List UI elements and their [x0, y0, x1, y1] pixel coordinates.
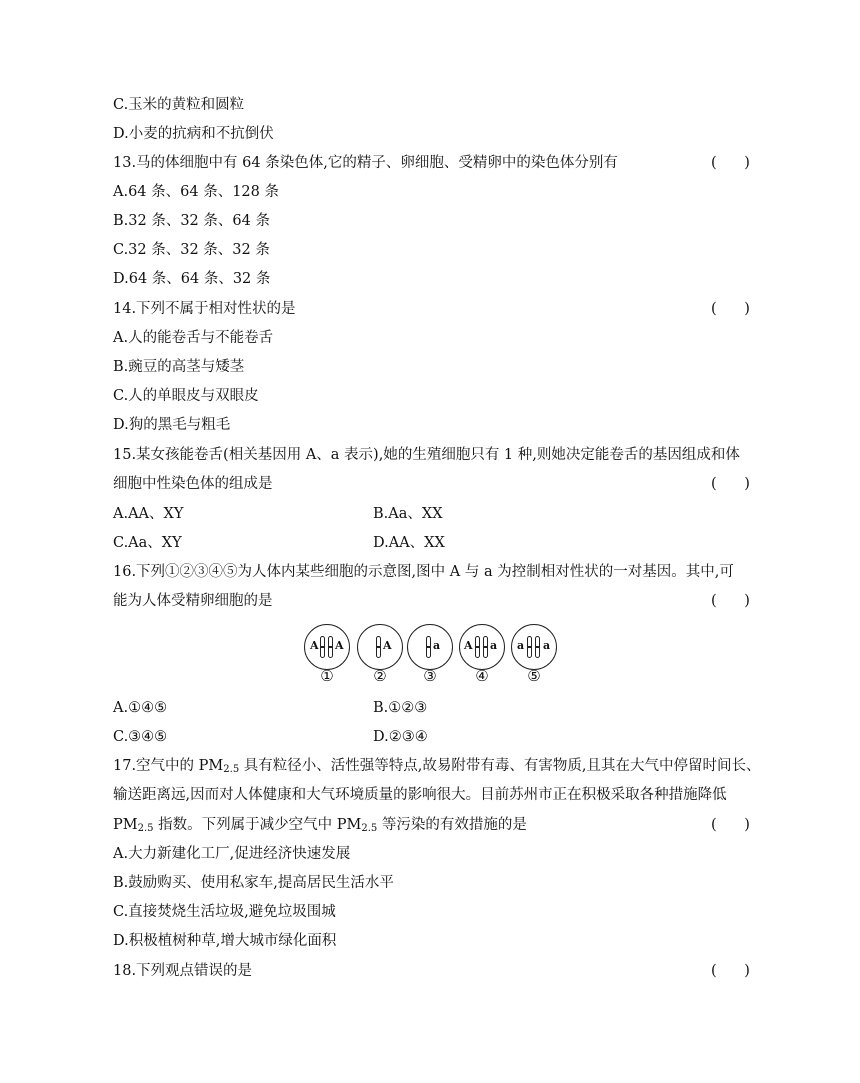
chromosome [328, 636, 333, 658]
option-d: D.②③④ [373, 729, 428, 745]
cell-number: ④ [475, 667, 489, 685]
cell-number: ⑤ [527, 667, 541, 685]
option-a: A.AA、XY [113, 506, 184, 522]
option-b: B.①②③ [373, 700, 428, 716]
option-a: A.①④⑤ [113, 700, 168, 716]
question-15-cont: 细胞中性染色体的组成是 [113, 476, 273, 492]
option-b: B.豌豆的高茎与矮茎 [113, 359, 245, 375]
option-b: B.鼓励购买、使用私家车,提高居民生活水平 [113, 875, 394, 891]
option-c: C.③④⑤ [113, 729, 168, 745]
question-18: 18.下列观点错误的是 [113, 963, 253, 979]
option-c: C.人的单眼皮与双眼皮 [113, 388, 259, 404]
gene-label: A [464, 639, 473, 652]
gene-label: a [433, 639, 441, 652]
chromosome [320, 636, 325, 658]
answer-paren: ( ) [711, 817, 750, 833]
answer-paren: ( ) [711, 155, 750, 171]
cell-5 [511, 624, 557, 670]
option-d: D.AA、XX [373, 535, 445, 551]
question-15: 15.某女孩能卷舌(相关基因用 A、a 表示),她的生殖细胞只有 1 种,则她决定能卷舌的基因组成和体 [113, 447, 740, 463]
cell-number: ① [320, 667, 334, 685]
chromosome [527, 636, 532, 658]
gene-label: a [490, 639, 498, 652]
option-c: C.直接焚烧生活垃圾,避免垃圾围城 [113, 904, 336, 920]
chromosome [376, 636, 381, 658]
option-c: C.32 条、32 条、32 条 [113, 242, 270, 258]
option-line: C.玉米的黄粒和圆粒 [113, 97, 245, 113]
cell-4 [459, 624, 505, 670]
gene-label: a [543, 639, 551, 652]
chromosome [483, 636, 488, 658]
question-17: 17.空气中的 $PM_{2.5}$ 具有粒径小、活性强等特点,故易附带有毒、有害物质,且其在大气中停留时间长、 [113, 758, 761, 775]
cell-number: ③ [423, 667, 437, 685]
question-16: 16.下列①②③④⑤为人体内某些细胞的示意图,图中 A 与 a 为控制相对性状的一对基因。其中,可 [113, 564, 734, 580]
gene-label: A [383, 639, 392, 652]
option-b: B.Aa、XX [373, 506, 443, 522]
answer-paren: ( ) [711, 593, 750, 609]
gene-label: a [517, 639, 525, 652]
gene-label: A [310, 639, 319, 652]
answer-paren: ( ) [711, 963, 750, 979]
cell-3 [407, 624, 453, 670]
option-line: D.小麦的抗病和不抗倒伏 [113, 126, 274, 142]
question-17-cont: $PM_{2.5}$ 指数。下列属于减少空气中 $PM_{2.5}$ 等污染的有效措施的是 [113, 817, 527, 834]
cell-2 [357, 624, 403, 670]
cell-diagram [301, 624, 561, 688]
option-a: A.大力新建化工厂,促进经济快速发展 [113, 846, 351, 862]
chromosome [426, 636, 431, 658]
option-a: A.人的能卷舌与不能卷舌 [113, 330, 274, 346]
question-14: 14.下列不属于相对性状的是 [113, 301, 296, 317]
option-b: B.32 条、32 条、64 条 [113, 213, 270, 229]
cell-number: ② [373, 667, 387, 685]
option-d: D.狗的黑毛与粗毛 [113, 417, 231, 433]
question-16-cont: 能为人体受精卵细胞的是 [113, 593, 273, 609]
question-17-cont: 输送距离远,因而对人体健康和大气环境质量的影响很大。目前苏州市正在积极采取各种措施降低 [113, 787, 727, 803]
chromosome [475, 636, 480, 658]
question-13: 13.马的体细胞中有 64 条染色体,它的精子、卵细胞、受精卵中的染色体分别有 [113, 155, 618, 171]
answer-paren: ( ) [711, 301, 750, 317]
option-c: C.Aa、XY [113, 535, 182, 551]
gene-label: A [335, 639, 344, 652]
option-a: A.64 条、64 条、128 条 [113, 184, 279, 200]
option-d: D.64 条、64 条、32 条 [113, 271, 271, 287]
answer-paren: ( ) [711, 476, 750, 492]
option-d: D.积极植树种草,增大城市绿化面积 [113, 933, 337, 949]
cell-1 [304, 624, 350, 670]
chromosome [535, 636, 540, 658]
